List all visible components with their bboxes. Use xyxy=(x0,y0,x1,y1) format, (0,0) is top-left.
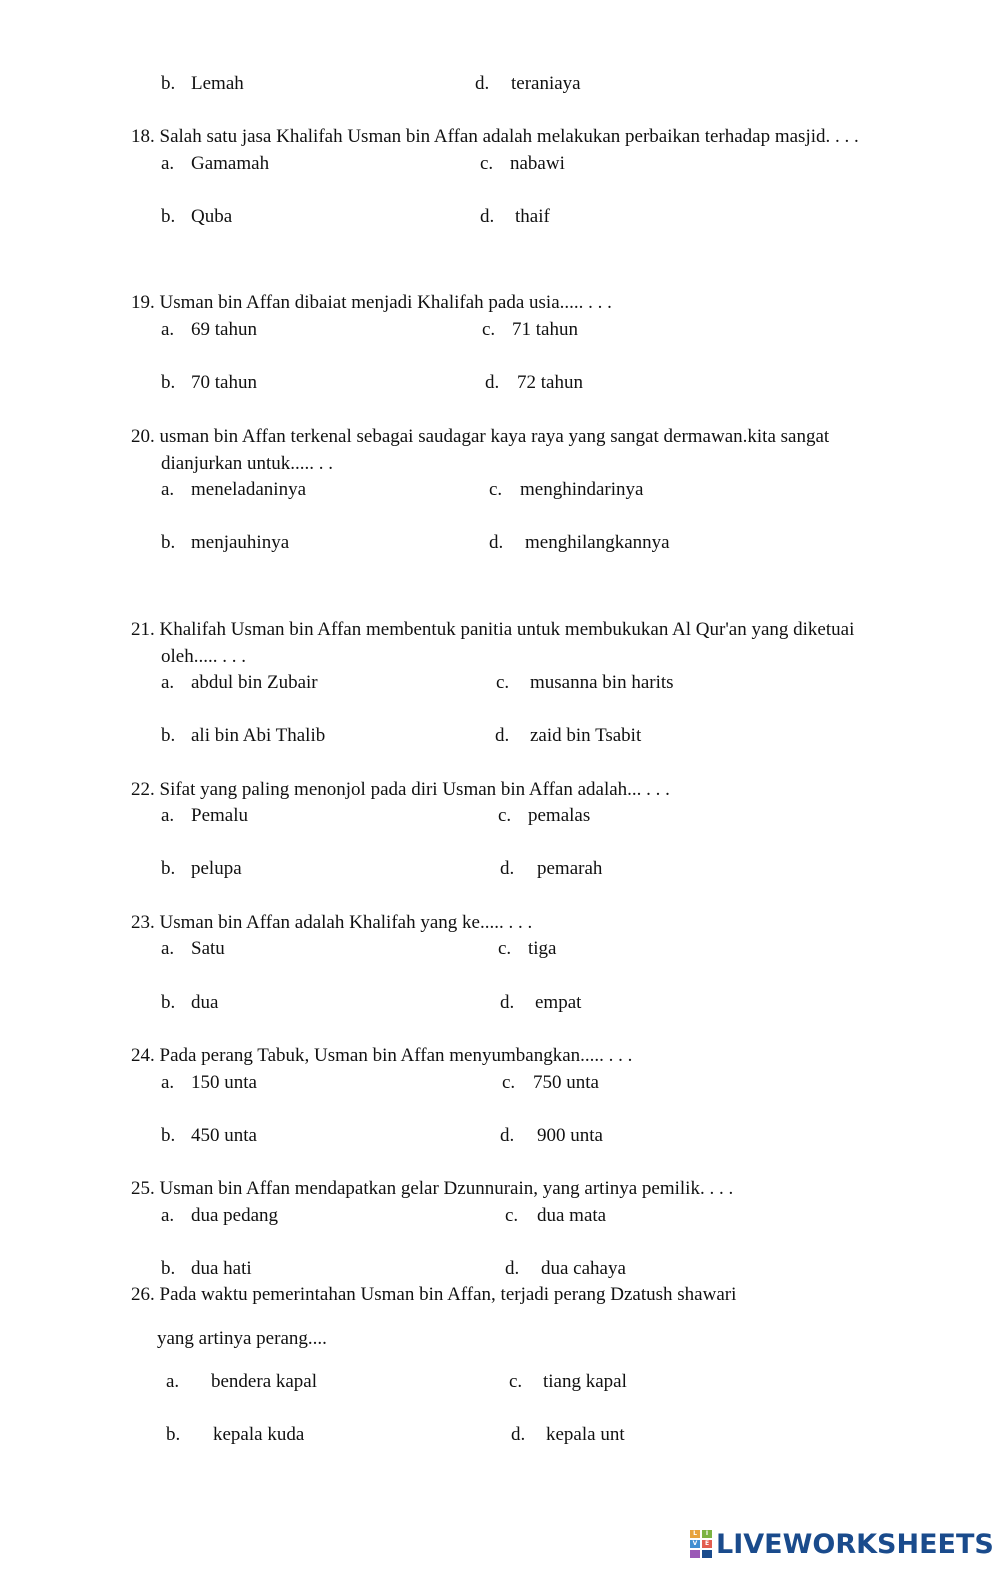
option-d-q21: d. zaid bin Tsabit xyxy=(495,725,642,746)
question-21-continuation: oleh..... . . . xyxy=(161,646,246,667)
option-c-q24: c. 750 unta xyxy=(502,1072,599,1093)
option-b-q25: b. dua hati xyxy=(161,1258,252,1279)
question-24: 24. Pada perang Tabuk, Usman bin Affan menyumbangkan..... . . . xyxy=(131,1045,633,1066)
liveworksheets-logo xyxy=(690,1528,994,1560)
option-d-q20: d. menghilangkannya xyxy=(489,532,670,553)
option-d-q26: d. kepala unt xyxy=(511,1424,625,1445)
option-c-q21: c. musanna bin harits xyxy=(496,672,674,693)
option-b-q21: b. ali bin Abi Thalib xyxy=(161,725,326,746)
option-a-q23: a. Satu xyxy=(161,938,225,959)
option-b-q20: b. menjauhinya xyxy=(161,532,290,553)
option-d-q22: d. pemarah xyxy=(500,858,603,879)
question-26: 26. Pada waktu pemerintahan Usman bin Affan, terjadi perang Dzatush shawari xyxy=(131,1284,737,1305)
option-b-q18: b. Quba xyxy=(161,206,233,227)
option-c-q22: c. pemalas xyxy=(498,805,591,826)
option-a-q18: a. Gamamah xyxy=(161,153,270,174)
question-19: 19. Usman bin Affan dibaiat menjadi Khalifah pada usia..... . . . xyxy=(131,292,612,313)
option-b-q19: b. 70 tahun xyxy=(161,372,257,393)
option-a-q25: a. dua pedang xyxy=(161,1205,279,1226)
question-21: 21. Khalifah Usman bin Affan membentuk panitia untuk membukukan Al Qur'an yang diketuai xyxy=(131,619,855,640)
question-20: 20. usman bin Affan terkenal sebagai saudagar kaya raya yang sangat dermawan.kita sangat xyxy=(131,426,830,447)
option-c-q18: c. nabawi xyxy=(480,153,565,174)
option-a-q22: a. Pemalu xyxy=(161,805,248,826)
option-c-q19: c. 71 tahun xyxy=(482,319,578,340)
option-c-q20: c. menghindarinya xyxy=(489,479,644,500)
option-d-q24: d. 900 unta xyxy=(500,1125,603,1146)
liveworksheets-logo-icon: L I V E xyxy=(690,1530,712,1558)
option-d-q25: d. dua cahaya xyxy=(505,1258,626,1279)
question-25: 25. Usman bin Affan mendapatkan gelar Dzunnurain, yang artinya pemilik. . . . xyxy=(131,1178,734,1199)
option-b-q26: b. kepala kuda xyxy=(166,1424,305,1445)
question-23: 23. Usman bin Affan adalah Khalifah yang ke..... . . . xyxy=(131,912,533,933)
question-18: 18. Salah satu jasa Khalifah Usman bin Affan adalah melakukan perbaikan terhadap masjid. . . . xyxy=(131,126,859,147)
option-c-q23: c. tiga xyxy=(498,938,557,959)
question-20-continuation: dianjurkan untuk..... . . xyxy=(161,453,334,474)
option-c-q26: c. tiang kapal xyxy=(509,1371,627,1392)
option-b-q17: b. Lemah xyxy=(161,73,244,94)
option-d-q23: d. empat xyxy=(500,992,582,1013)
option-a-q20: a. meneladaninya xyxy=(161,479,307,500)
option-a-q19: a. 69 tahun xyxy=(161,319,257,340)
option-b-q23: b. dua xyxy=(161,992,219,1013)
question-22: 22. Sifat yang paling menonjol pada diri Usman bin Affan adalah... . . . xyxy=(131,779,670,800)
option-b-q22: b. pelupa xyxy=(161,858,242,879)
liveworksheets-logo-text: LIVEWORKSHEETS xyxy=(716,1528,994,1560)
option-d-q18: d. thaif xyxy=(480,206,550,227)
option-b-q24: b. 450 unta xyxy=(161,1125,257,1146)
question-26-continuation: yang artinya perang.... xyxy=(157,1328,327,1349)
option-c-q25: c. dua mata xyxy=(505,1205,607,1226)
option-a-q26: a. bendera kapal xyxy=(166,1371,318,1392)
option-d-q19: d. 72 tahun xyxy=(485,372,583,393)
option-d-q17: d. teraniaya xyxy=(475,73,581,94)
option-a-q21: a. abdul bin Zubair xyxy=(161,672,318,693)
option-a-q24: a. 150 unta xyxy=(161,1072,257,1093)
